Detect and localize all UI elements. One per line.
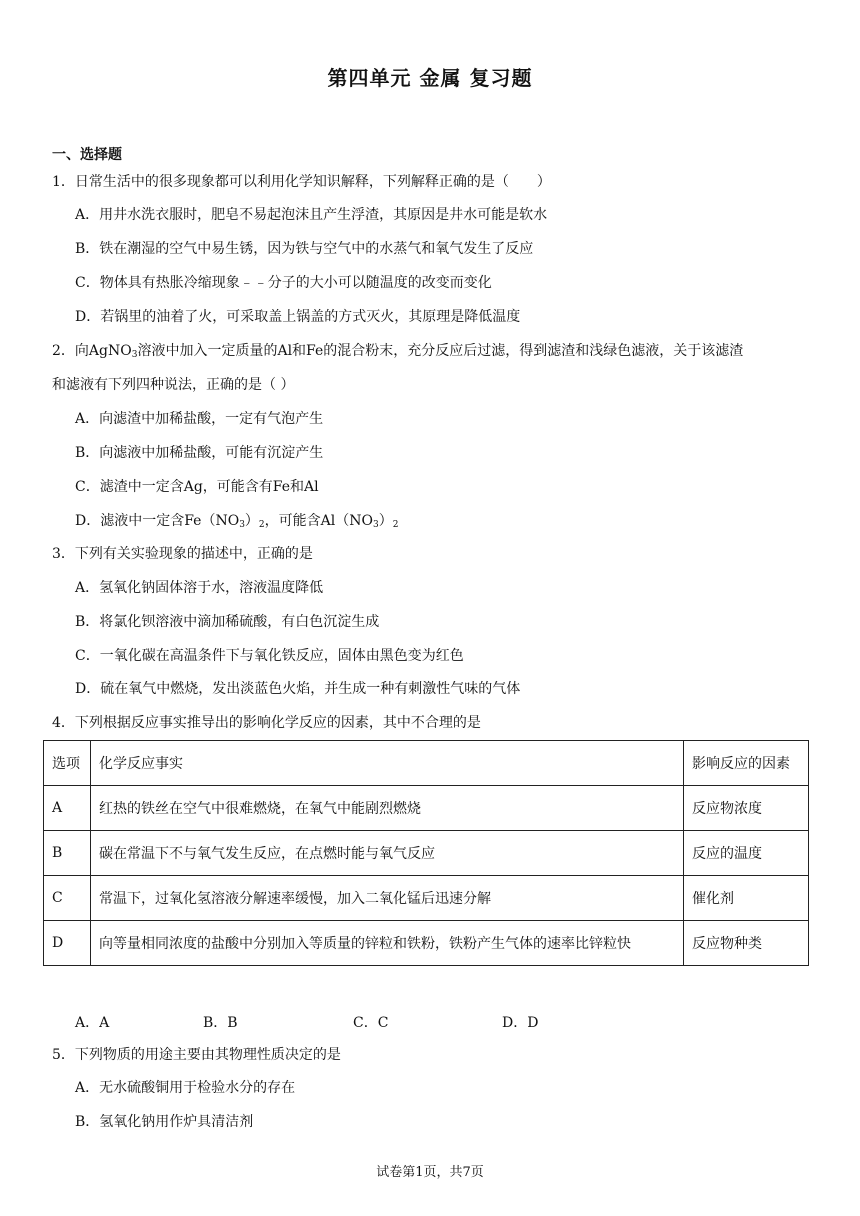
- question-3-stem: 3．下列有关实验现象的描述中，正确的是: [52, 546, 313, 562]
- section-heading: 一、选择题: [52, 147, 122, 163]
- question-2-stem-continued: 和滤液有下列四种说法，正确的是（ ）: [52, 377, 295, 393]
- question-2-stem: [52, 341, 743, 361]
- table-cell: 催化剂: [684, 876, 809, 921]
- subscript: 2: [258, 520, 265, 530]
- table-cell: 反应物种类: [684, 921, 809, 966]
- table-row: [44, 921, 809, 966]
- table-cell: 红热的铁丝在空气中很难燃烧，在氧气中能剧烈燃烧: [91, 786, 684, 831]
- option-text-part: ）: [244, 513, 259, 529]
- question-3-option-c: C．一氧化碳在高温条件下与氧化铁反应，固体由黑色变为红色: [75, 648, 464, 664]
- reaction-factors-table: [43, 740, 809, 966]
- table-row: [44, 876, 809, 921]
- question-2-option-d: [75, 511, 398, 531]
- option-text-part: D．滤液中一定含Fe（NO: [75, 513, 240, 529]
- question-5-option-a: A．无水硫酸铜用于检验水分的存在: [75, 1080, 296, 1096]
- question-3-option-a: A．氢氧化钠固体溶于水，溶液温度降低: [75, 580, 324, 596]
- table-cell: 反应的温度: [684, 831, 809, 876]
- question-3-option-b: B．将氯化钡溶液中滴加稀硫酸，有白色沉淀生成: [75, 614, 380, 630]
- option-text-part: ，可能含Al（NO: [264, 513, 373, 529]
- question-1-option-d: D．若锅里的油着了火，可采取盖上锅盖的方式灭火，其原理是降低温度: [75, 309, 521, 325]
- table-cell: 碳在常温下不与氧气发生反应，在点燃时能与氧气反应: [91, 831, 684, 876]
- question-2-stem-part: 溶液中加入一定质量的Al和Fe的混合粉末，充分反应后过滤，得到滤渣和浅绿色滤液，关于该滤渣: [137, 343, 744, 359]
- question-4-choice-c: C．C: [353, 1015, 389, 1031]
- table-header-cell: 化学反应事实: [91, 741, 684, 786]
- question-2-option-a: A．向滤渣中加稀盐酸，一定有气泡产生: [75, 411, 324, 427]
- question-4-choice-a: A．A: [75, 1015, 110, 1031]
- table-cell: B: [44, 831, 91, 876]
- table-header-row: [44, 741, 809, 786]
- table-header-cell: 选项: [44, 741, 91, 786]
- question-4-stem: 4．下列根据反应事实推导出的影响化学反应的因素，其中不合理的是: [52, 715, 481, 731]
- option-text-part: ）: [378, 513, 393, 529]
- subscript: 2: [392, 520, 399, 530]
- question-3-option-d: D．硫在氧气中燃烧，发出淡蓝色火焰，并生成一种有刺激性气味的气体: [75, 681, 521, 697]
- table-cell: 反应物浓度: [684, 786, 809, 831]
- question-1-stem: 1．日常生活中的很多现象都可以利用化学知识解释，下列解释正确的是（ ）: [52, 174, 551, 190]
- question-1-option-c: C．物体具有热胀冷缩现象﹣﹣分子的大小可以随温度的改变而变化: [75, 275, 492, 291]
- subscript: 3: [239, 520, 245, 530]
- subscript: 3: [131, 350, 138, 360]
- table-header-cell: 影响反应的因素: [684, 741, 809, 786]
- table-row: [44, 786, 809, 831]
- question-5-stem: 5．下列物质的用途主要由其物理性质决定的是: [52, 1047, 341, 1063]
- question-4-choice-b: B．B: [203, 1015, 238, 1031]
- question-5-option-b: B．氢氧化钠用作炉具清洁剂: [75, 1114, 254, 1130]
- question-2-stem-part: 2．向AgNO: [52, 343, 132, 359]
- table-row: [44, 831, 809, 876]
- page-title: 第四单元 金属 复习题: [327, 66, 533, 90]
- question-1-option-a: A．用井水洗衣服时，肥皂不易起泡沫且产生浮渣，其原因是井水可能是软水: [75, 207, 548, 223]
- table-cell: D: [44, 921, 91, 966]
- table-cell: C: [44, 876, 91, 921]
- question-2-option-b: B．向滤液中加稀盐酸，可能有沉淀产生: [75, 445, 324, 461]
- page-footer: 试卷第1页，共7页: [376, 1165, 484, 1180]
- table-cell: A: [44, 786, 91, 831]
- table-cell: 常温下，过氧化氢溶液分解速率缓慢，加入二氧化锰后迅速分解: [91, 876, 684, 921]
- subscript: 3: [372, 520, 379, 530]
- question-4-choice-d: D．D: [502, 1015, 539, 1031]
- question-1-option-b: B．铁在潮湿的空气中易生锈，因为铁与空气中的水蒸气和氧气发生了反应: [75, 241, 534, 257]
- question-2-option-c: C．滤渣中一定含Ag，可能含有Fe和Al: [75, 479, 319, 495]
- table-cell: 向等量相同浓度的盐酸中分别加入等质量的锌粒和铁粉，铁粉产生气体的速率比锌粒快: [91, 921, 684, 966]
